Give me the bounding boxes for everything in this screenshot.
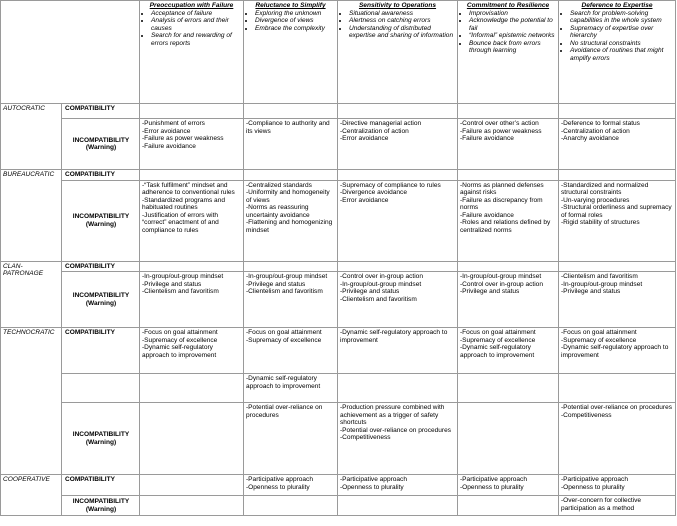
incompat-text: INCOMPATIBILITY [72,292,130,299]
matrix-cell [140,496,244,516]
matrix-cell [458,374,559,403]
culture-name [1,328,62,475]
matrix-cell [338,328,458,374]
cell-line: -Competitiveness [340,434,391,441]
matrix-cell [559,119,676,170]
matrix-cell [559,180,676,261]
cell-line: -Focus on goal attainment [246,329,322,336]
cell-line: -Openness to plurality [561,483,625,491]
matrix-cell [244,119,338,170]
matrix-cell [338,403,458,475]
autocratic-row [1,119,676,170]
principle-item: • Acceptance of failure [151,10,241,18]
bureaucratic-row [1,170,676,181]
principle-list [142,10,241,48]
incompatibility-label [62,272,140,328]
culture-label: AUTOCRATIC [3,105,45,112]
compat-text: COMPATIBILITY [65,476,115,483]
cell-line: -Over-concern for collective participation as a method [561,497,642,512]
principle-item: • Divergence of views [255,17,335,25]
principle-item: • Situational awareness [349,10,455,18]
warning-text: (Warning) [85,299,117,307]
matrix-cell [559,374,676,403]
matrix-cell [338,261,458,272]
matrix-cell [559,328,676,374]
matrix-cell [244,403,338,475]
matrix-cell [244,374,338,403]
cooperative-row [1,475,676,496]
matrix-cell [140,104,244,119]
warning-text: (Warning) [85,144,117,151]
principle-title: Reluctance to Simplify [255,2,326,9]
cell-line: -Centralization of action [340,127,409,135]
cell-line: -Uniformity and homogeneity of views [246,189,330,204]
matrix-cell [140,170,244,181]
principle-item: • Alertness on catching errors [349,17,455,25]
cell-line: -Privilege and status [561,288,621,295]
cell-line: -Dynamic self-regulatory approach to improvement [340,329,448,344]
principle-item: • Acknowledge the potential to fail [469,17,556,32]
cell-line: -Privilege and status [142,280,202,288]
cell-line: -Standardized programs and habituated routines [142,196,225,211]
header-row [1,1,676,104]
principle-list [246,10,335,33]
cell-line: -Focus on goal attainment [142,329,218,336]
autocratic-row [1,104,676,119]
cell-line: -Dynamic self-regulatory approach to improvement [460,344,535,359]
matrix-cell [244,475,338,496]
cell-line: -Divergence avoidance [340,189,407,196]
cell-line: -Failure avoidance [460,135,514,142]
incompatibility-label [62,403,140,475]
clan-row [1,272,676,328]
technocratic-row [1,374,676,403]
cell-line: -Focus on goal attainment [460,329,536,336]
matrix-cell [244,170,338,181]
technocratic-row [1,328,676,374]
cell-line: -Deference to formal status [561,120,640,127]
matrix-cell [559,170,676,181]
culture-label: TECHNOCRATIC [3,329,55,336]
matrix-cell [338,496,458,516]
matrix-cell [458,272,559,328]
principle-item: • Search for and rewarding of errors reports [151,32,241,47]
cell-line: -Roles and relations defined by centralized norms [460,219,551,234]
incompatibility-label [62,496,140,516]
cell-line: -Failure avoidance [460,211,514,219]
principle-item: • Exploring the unknown [255,10,335,18]
compat-text: COMPATIBILITY [65,329,115,336]
matrix-cell [338,475,458,496]
cell-line: -Openness to plurality [460,483,524,491]
principle-item: • Search for problem-solving capabilities in the whole system [570,10,673,25]
cell-line: -Focus on goal attainment [561,329,637,336]
compat-text: COMPATIBILITY [65,171,115,178]
matrix-cell [244,261,338,272]
cell-line: -Potential over-reliance on procedures [246,404,323,419]
matrix-cell [559,104,676,119]
principle-list [561,10,673,63]
cell-line: -Error avoidance [142,127,191,135]
empty-label [62,374,140,403]
compatibility-label [62,170,140,181]
principle-header [458,1,559,104]
cell-line: -Openness to plurality [340,483,404,491]
cell-line: -Participative approach [460,476,527,483]
cell-line: -Flattening and homogenizing mindset [246,219,333,234]
cell-line: -Dynamic self-regulatory approach to improvement [561,344,669,359]
cell-line: -Control over other’s action [460,120,539,127]
cell-line: -Failure as discrepancy from norms [460,196,543,211]
cell-line: -Clientelism and favoritism [561,273,638,280]
cell-line: -Failure avoidance [142,142,196,150]
table-body [1,1,676,516]
matrix-cell [244,272,338,328]
matrix-cell [140,119,244,170]
matrix-cell [458,403,559,475]
matrix-cell [458,328,559,374]
principle-title: Preoccupation with Failure [149,2,234,9]
compatibility-label [62,328,140,374]
matrix-cell [244,496,338,516]
culture-name [1,104,62,170]
incompatibility-label [62,180,140,261]
cooperative-row [1,496,676,516]
incompatibility-label [62,119,140,170]
cell-line: -In-group/out-group mindset [460,273,542,280]
matrix-cell [140,475,244,496]
matrix-cell [140,328,244,374]
culture-label: COOPERATIVE [3,476,50,483]
cell-line: -Dynamic self-regulatory approach to improvement [246,375,321,390]
cell-line: -Control over in-group action [340,273,423,280]
cell-line: -Clientelism and favoritism [246,288,323,295]
warning-text: (Warning) [85,505,117,513]
cell-line: -Clientelism and favoritism [142,288,219,295]
cell-line: -Norms as planned defenses against risks [460,181,544,196]
principle-header [559,1,676,104]
corner-cell [1,1,140,104]
incompat-text: INCOMPATIBILITY [72,498,130,505]
cell-line: -Competitiveness [561,411,612,419]
matrix-cell [559,261,676,272]
principle-list [460,10,556,55]
matrix-cell [458,180,559,261]
cell-line: -Production pressure combined with achievement as a trigger of safety shortcuts [340,404,445,426]
clan-row [1,261,676,272]
cell-line: -Supremacy of excellence [460,336,536,344]
warning-text: (Warning) [85,220,117,228]
principle-item: • Embrace the complexity [255,25,335,33]
cell-line: -Directive managerial action [340,120,422,127]
cell-line: -Error avoidance [340,196,389,204]
compat-text: COMPATIBILITY [65,105,115,112]
matrix-cell [338,104,458,119]
matrix-cell [458,261,559,272]
matrix-cell [458,119,559,170]
cell-line: -Openness to plurality [246,483,310,491]
cell-line: -Participative approach [561,476,628,483]
matrix-cell [140,272,244,328]
cell-line: -Centralized standards [246,181,312,189]
matrix-cell [140,261,244,272]
cell-line: -Participative approach [246,476,313,483]
principle-title: Deference to Expertise [581,2,653,9]
matrix-cell [559,475,676,496]
culture-name [1,261,62,328]
cell-line: -Dynamic self-regulatory approach to improvement [142,344,217,359]
matrix-cell [244,104,338,119]
matrix-cell [338,272,458,328]
cell-line: -Centralization of action [561,127,630,135]
matrix-cell [244,328,338,374]
cell-line: -Justification of errors with “correct” enactment of and compliance to rules [142,211,219,234]
cell-line: -In-group/out-group mindset [142,273,224,280]
cell-line: -Privilege and status [246,280,306,288]
cell-line: -Privilege and status [340,288,400,295]
matrix-cell [458,104,559,119]
cell-line: -Clientelism and favoritism [340,295,417,303]
matrix-cell [338,119,458,170]
principle-title: Commitment to Resilience [466,2,550,9]
cell-line: -Supremacy of excellence [561,336,637,344]
principle-item: • Understanding of distributed expertise and sharing of information [349,25,455,40]
principle-item: • Supremacy of expertise over hierarchy [570,25,673,40]
cell-line: -In-group/out-group mindset [561,280,643,288]
matrix-cell [559,496,676,516]
matrix-cell [338,180,458,261]
matrix-cell [559,403,676,475]
incompat-text: INCOMPATIBILITY [72,431,130,438]
principle-title: Sensitivity to Operations [358,2,437,9]
principle-item: • Improvisation [469,10,556,18]
incompat-text: INCOMPATIBILITY [72,136,130,144]
cell-line: -In-group/out-group mindset [340,280,422,288]
compat-text: COMPATIBILITY [65,262,115,270]
cell-line: -Failure as power weakness [460,127,542,135]
matrix-cell [140,180,244,261]
culture-name [1,170,62,262]
cell-line: -“Task fulfilment” mindset and adherence to conventional rules [142,181,235,196]
principle-item: • Avoidance of routines that might amplify errors [570,47,673,62]
cell-line: -Privilege and status [460,288,520,295]
cell-line: -Potential over-reliance on procedures [340,426,451,434]
compatibility-label [62,475,140,496]
matrix-cell [140,403,244,475]
cell-line: -In-group/out-group mindset [246,273,328,280]
compatibility-label [62,261,140,272]
culture-label: CLAN-PATRONAGE [3,262,44,277]
cell-line: -Punishment of errors [142,120,205,127]
principle-item: • No structural constraints [570,40,673,48]
matrix-cell [458,475,559,496]
compatibility-label [62,104,140,119]
matrix-cell [338,374,458,403]
matrix-cell [338,170,458,181]
cell-line: -Standardized and normalized structural constraints [561,181,649,196]
warning-text: (Warning) [85,438,117,446]
cell-line: -Un-varying procedures [561,196,630,204]
technocratic-row [1,403,676,475]
matrix-cell [559,272,676,328]
principle-item: • “Informal” epistemic networks [469,32,556,40]
cell-line: -Structural orderliness and supremacy of formal roles [561,204,672,219]
cell-line: -Supremacy of compliance to rules [340,181,441,189]
principle-header [244,1,338,104]
incompat-text: INCOMPATIBILITY [72,213,130,220]
bureaucratic-row [1,180,676,261]
culture-label: BUREAUCRATIC [3,171,55,178]
cell-line: -Supremacy of excellence [246,336,322,344]
cell-line: -Failure as power weakness [142,135,224,142]
cell-line: -Control over in-group action [460,280,543,288]
matrix-cell [458,170,559,181]
principle-item: • Analysis of errors and their causes [151,17,241,32]
principle-header [140,1,244,104]
cell-line: -Compliance to authority and its views [246,120,330,135]
cell-line: -Error avoidance [340,135,389,142]
cell-line: -Participative approach [340,476,407,483]
cell-line: -Potential over-reliance on procedures [561,404,672,411]
culture-name [1,475,62,516]
cell-line: -Rigid stability of structures [561,219,640,226]
matrix-cell [458,496,559,516]
matrix-cell [244,180,338,261]
matrix-cell [140,374,244,403]
principle-list [340,10,455,40]
principle-item: • Bounce back from errors through learning [469,40,556,55]
cell-line: -Supremacy of excellence [142,336,218,344]
principle-header [338,1,458,104]
cell-line: -Norms as reassuring uncertainty avoidance [246,204,310,219]
cell-line: -Anarchy avoidance [561,135,619,142]
